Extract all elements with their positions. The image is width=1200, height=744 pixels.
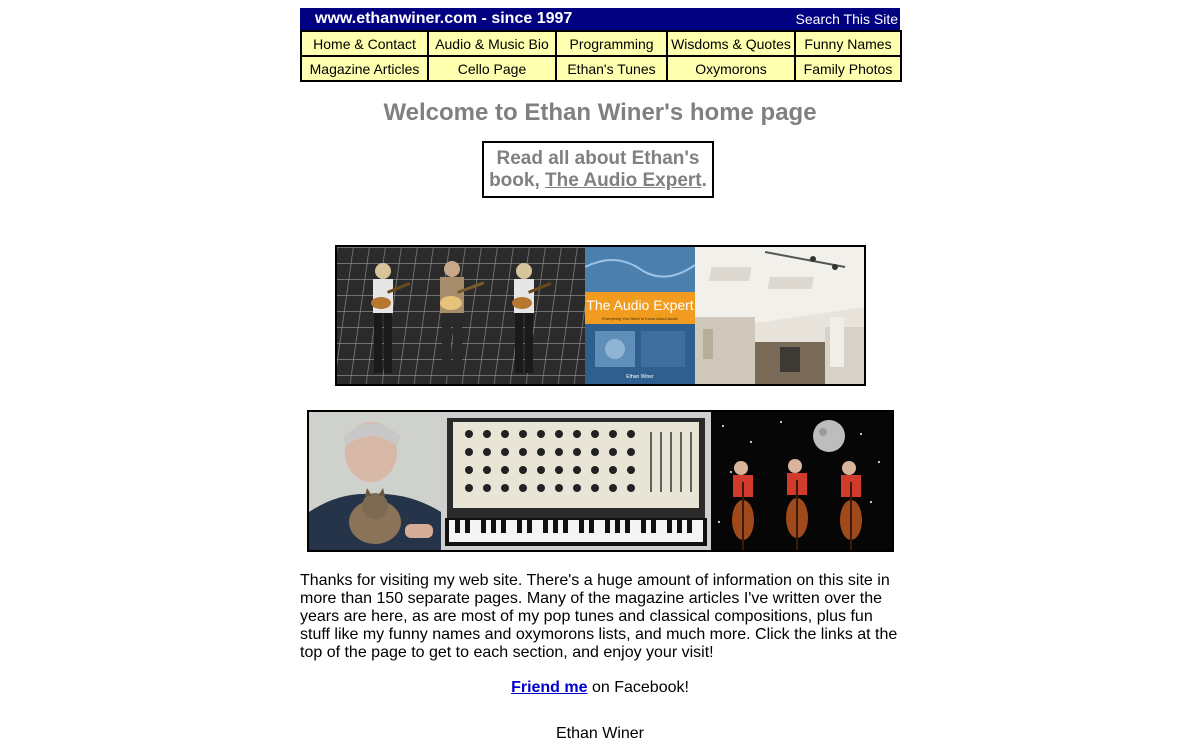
book-cover-title: The Audio Expert bbox=[586, 297, 694, 313]
top-bar bbox=[300, 8, 900, 30]
photo-row-1 bbox=[335, 245, 866, 386]
book-promo-box bbox=[482, 141, 714, 198]
nav-audio-music-bio[interactable]: Audio & Music Bio bbox=[428, 31, 556, 56]
guitar-trio-photo[interactable] bbox=[337, 247, 585, 384]
book-promo-prefix: Read all about Ethan's book, bbox=[489, 148, 700, 191]
friend-me-link[interactable]: Friend me bbox=[511, 679, 588, 696]
nav-family-photos[interactable]: Family Photos bbox=[795, 56, 901, 81]
ethan-with-cat-photo[interactable] bbox=[309, 412, 441, 550]
intro-paragraph: Thanks for visiting my web site. There's a huge amount of information on this site in more than 150 separate pages. Many of the magazine articles I've written over the years are here, as are most of my pop tunes and classical compositions, plus fun stuff like my funny names and oxymorons lists, and much more. Click the links at the top of the page to get to each section, and enjoy your visit! bbox=[300, 572, 898, 661]
book-cover-subtitle: Everything You Need to Know About Audio bbox=[602, 316, 678, 321]
page-title: Welcome to Ethan Winer's home page bbox=[383, 99, 817, 126]
nav-programming[interactable]: Programming bbox=[556, 31, 667, 56]
nav-magazine-articles[interactable]: Magazine Articles bbox=[301, 56, 428, 81]
site-title: www.ethanwiner.com - since 1997 bbox=[315, 10, 573, 27]
book-cover-author: Ethan Winer bbox=[626, 374, 654, 380]
nav-funny-names[interactable]: Funny Names bbox=[795, 31, 901, 56]
nav-wisdoms-quotes[interactable]: Wisdoms & Quotes bbox=[667, 31, 795, 56]
nav-home-contact[interactable]: Home & Contact bbox=[301, 31, 428, 56]
nav-ethans-tunes[interactable]: Ethan's Tunes bbox=[556, 56, 667, 81]
cello-trio-photo[interactable] bbox=[711, 412, 892, 550]
book-promo-suffix: . bbox=[701, 170, 707, 191]
facebook-line bbox=[0, 678, 1200, 698]
photo-row-2 bbox=[307, 410, 894, 552]
book-link[interactable]: The Audio Expert bbox=[545, 170, 702, 191]
search-site-link[interactable]: Search This Site bbox=[795, 11, 898, 27]
studio-room-photo[interactable] bbox=[695, 247, 864, 384]
synthesizer-photo[interactable] bbox=[441, 412, 711, 550]
signature: Ethan Winer bbox=[555, 725, 645, 742]
nav-menu bbox=[300, 30, 902, 82]
facebook-suffix: on Facebook! bbox=[587, 679, 689, 696]
nav-oxymorons[interactable]: Oxymorons bbox=[667, 56, 795, 81]
book-cover-image[interactable] bbox=[585, 247, 695, 384]
nav-cello-page[interactable]: Cello Page bbox=[428, 56, 556, 81]
header-block bbox=[300, 8, 900, 77]
